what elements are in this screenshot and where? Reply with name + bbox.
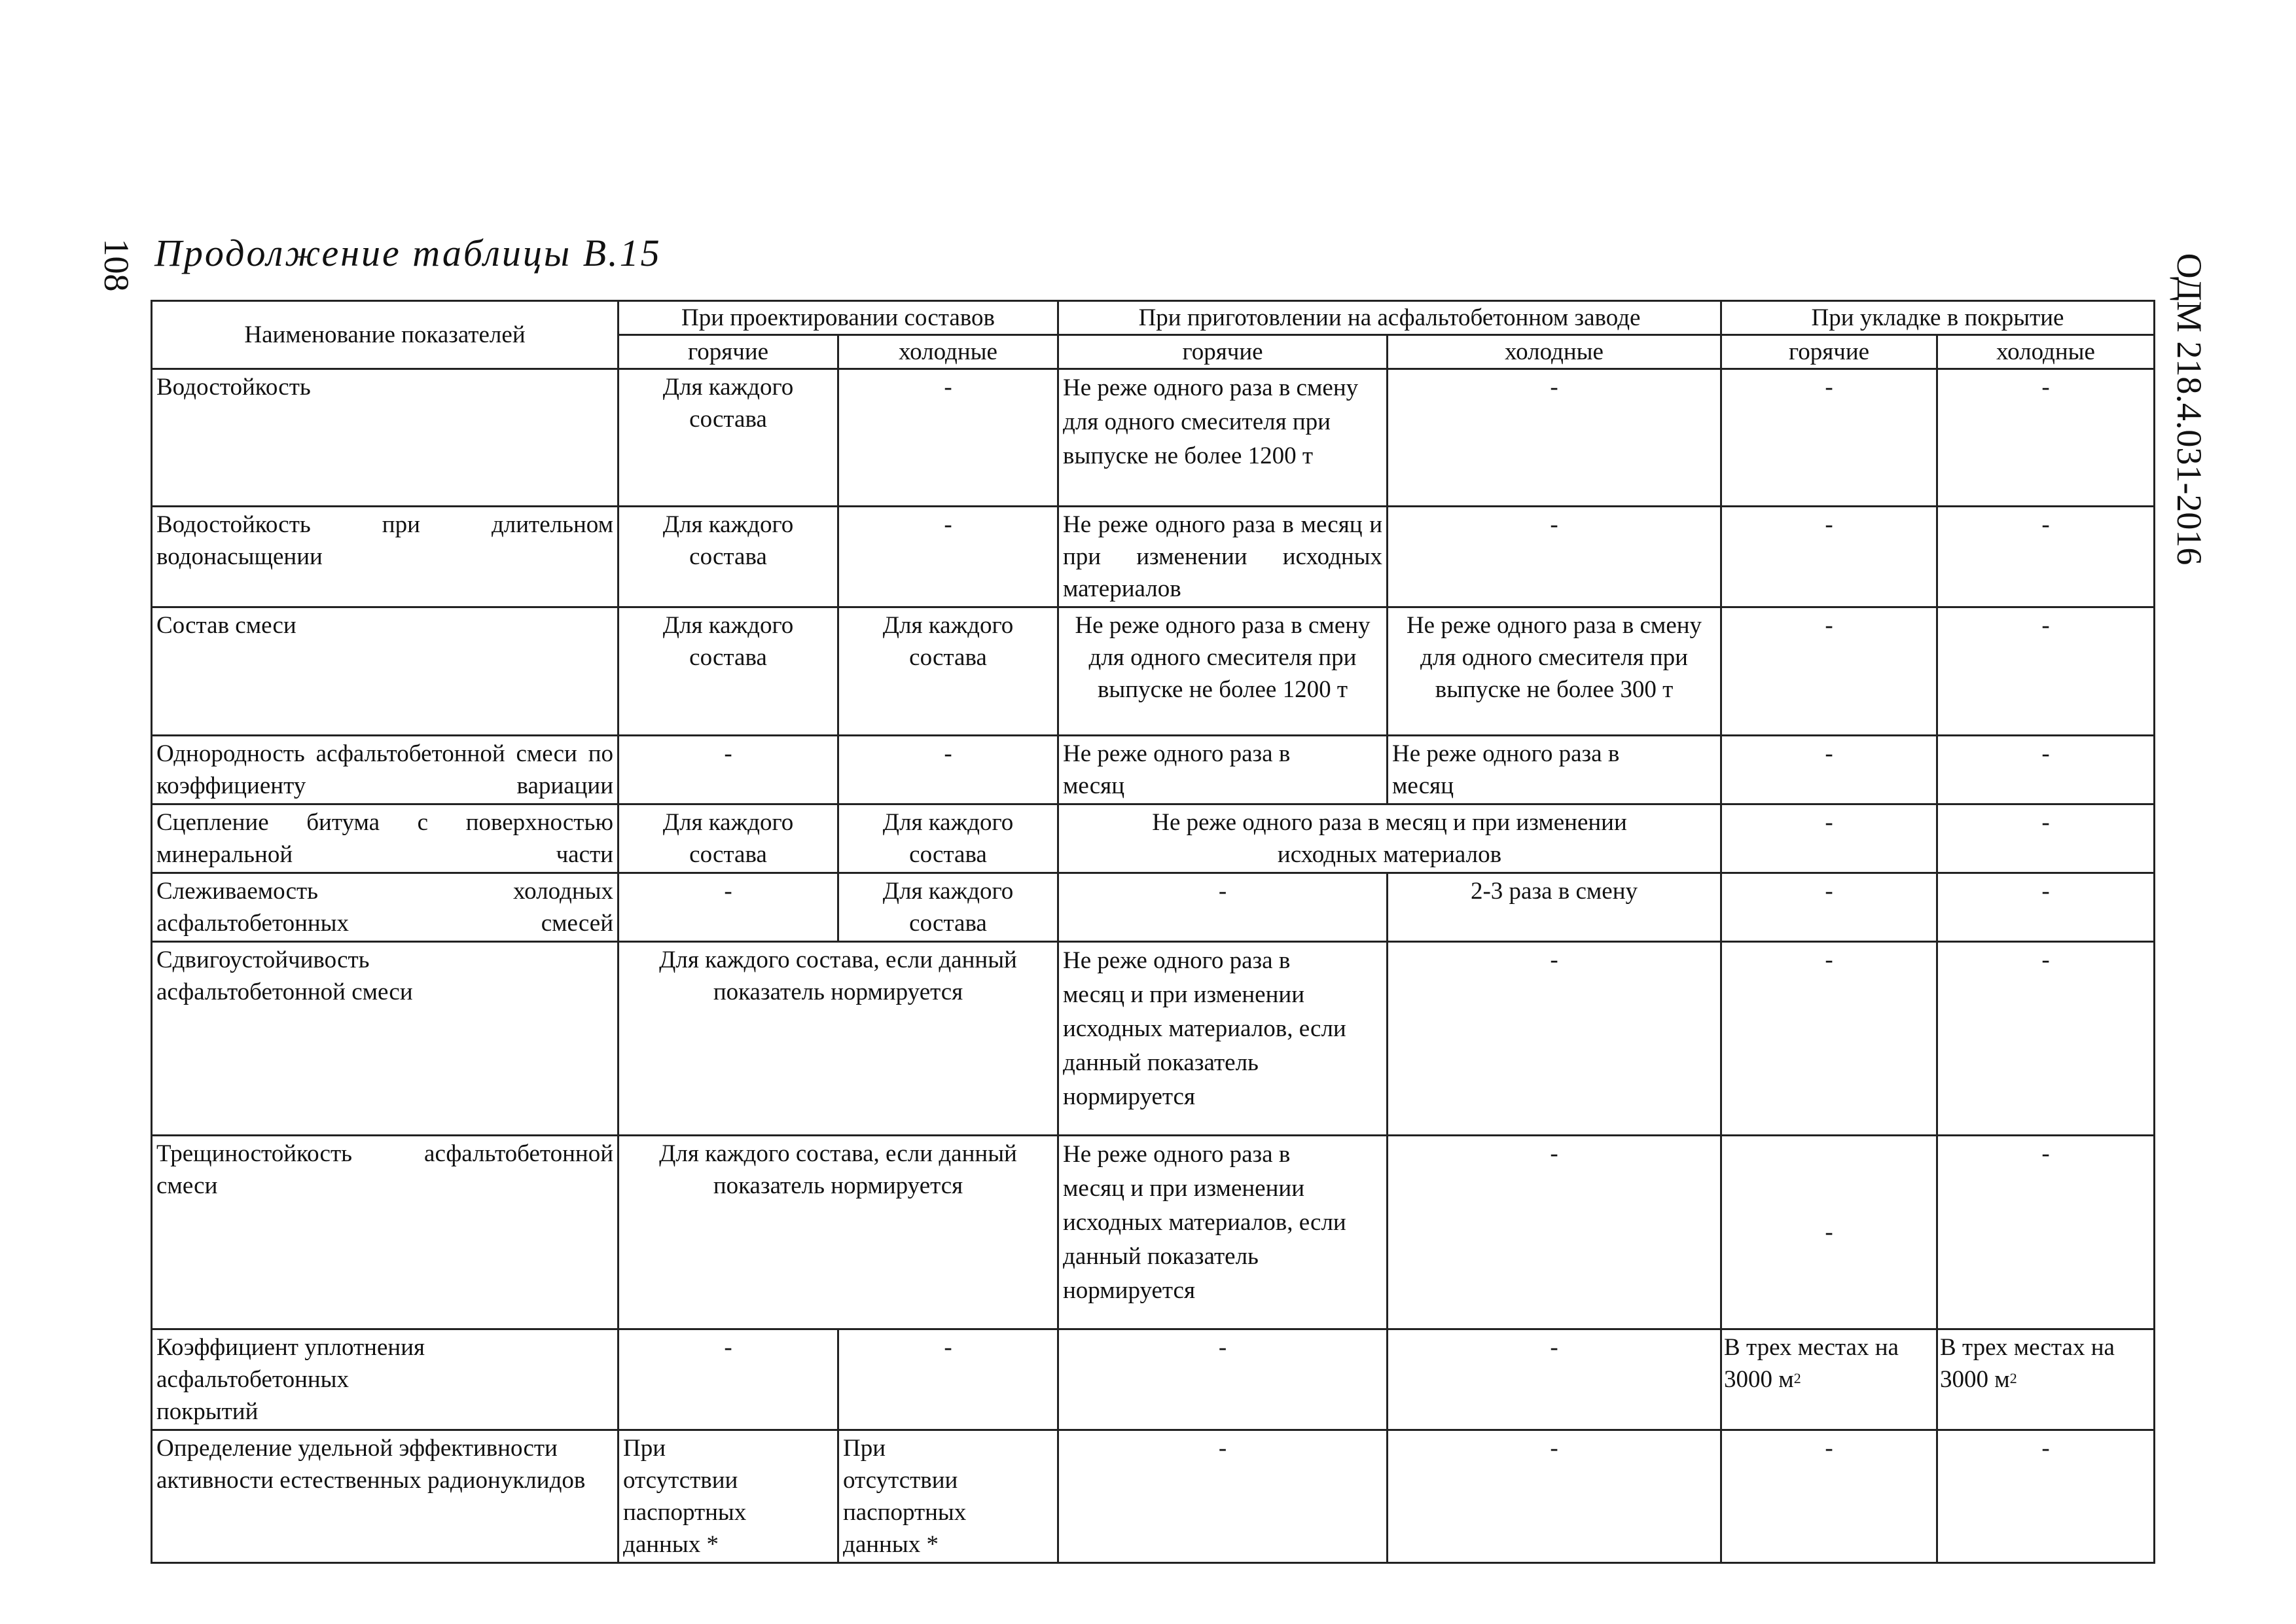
indicator-name: Состав смеси xyxy=(152,607,619,736)
laying-hot-cell: - xyxy=(1721,369,1937,507)
plant-cold-cell: Не реже одного раза в месяц xyxy=(1388,736,1721,804)
plant-hot-cell: Не реже одного раза в смену для одного смесителя при выпуске не более 1200 т xyxy=(1058,607,1388,736)
plant-hot-cell: Не реже одного раза в месяц и при изменении исходных материалов, если данный показатель нормируется xyxy=(1058,1136,1388,1329)
laying-hot-cell: - xyxy=(1721,736,1937,804)
square-meter-superscript: 2 xyxy=(2009,1370,2017,1386)
design-cold-cell: Для каждого состава xyxy=(838,804,1058,873)
plant-hot-cell: - xyxy=(1058,1329,1388,1430)
table-row xyxy=(152,736,2155,804)
design-cold-cell: - xyxy=(838,507,1058,607)
header-indicator-name: Наименование показателей xyxy=(152,301,619,369)
laying-hot-cell: - xyxy=(1721,1430,1937,1563)
laying-cold-cell: - xyxy=(1937,507,2155,607)
design-cold-cell: Для каждого состава xyxy=(838,873,1058,942)
table-row xyxy=(152,1329,2155,1430)
laying-hot-cell: - xyxy=(1721,607,1937,736)
laying-cold-cell: - xyxy=(1937,1136,2155,1329)
plant-hot-cell: - xyxy=(1058,873,1388,942)
header-laying-cold: холодные xyxy=(1937,335,2155,369)
table-row xyxy=(152,1430,2155,1563)
design-hot-cell: При отсутствии паспортных данных * xyxy=(619,1430,838,1563)
table-row xyxy=(152,942,2155,1136)
header-plant: При приготовлении на асфальтобетонном заводе xyxy=(1058,301,1721,335)
laying-cold-cell: - xyxy=(1937,804,2155,873)
table-row xyxy=(152,507,2155,607)
indicator-name: Сцепление битума с поверхностью минеральной части xyxy=(152,804,619,873)
header-design: При проектировании составов xyxy=(619,301,1058,335)
indicator-name: Слеживаемость холодных асфальтобетонных смесей xyxy=(152,873,619,942)
table-row xyxy=(152,607,2155,736)
table-row xyxy=(152,1136,2155,1329)
laying-cold-cell: - xyxy=(1937,942,2155,1136)
indicator-name: Однородность асфальтобетонной смеси по коэффициенту вариации xyxy=(152,736,619,804)
design-hot-cell: Для каждого состава xyxy=(619,804,838,873)
plant-merged-cell: Не реже одного раза в месяц и при изменении исходных материалов xyxy=(1058,804,1721,873)
indicator-name: Водостойкость при длительном водонасыщении xyxy=(152,507,619,607)
design-hot-cell: Для каждого состава xyxy=(619,607,838,736)
plant-hot-cell: - xyxy=(1058,1430,1388,1563)
design-hot-cell: Для каждого состава xyxy=(619,507,838,607)
square-meter-superscript: 2 xyxy=(1793,1370,1801,1386)
indicator-name: Трещиностойкость асфальтобетонной смеси xyxy=(152,1136,619,1329)
plant-hot-cell: Не реже одного раза в смену для одного смесителя при выпуске не более 1200 т xyxy=(1058,369,1388,507)
laying-hot-cell: - xyxy=(1721,873,1937,942)
design-merged-cell: Для каждого состава, если данный показатель нормируется xyxy=(619,942,1058,1136)
laying-hot-text: В трех местах на 3000 м xyxy=(1724,1334,1899,1393)
design-cold-cell: - xyxy=(838,1329,1058,1430)
design-cold-cell: - xyxy=(838,736,1058,804)
plant-hot-cell: Не реже одного раза в месяц и при изменении исходных материалов, если данный показатель нормируется xyxy=(1058,942,1388,1136)
design-cold-cell: Для каждого состава xyxy=(838,607,1058,736)
header-laying-hot: горячие xyxy=(1721,335,1937,369)
laying-hot-cell: - xyxy=(1721,507,1937,607)
design-cold-cell: - xyxy=(838,369,1058,507)
laying-cold-cell: - xyxy=(1937,369,2155,507)
header-laying: При укладке в покрытие xyxy=(1721,301,2155,335)
document-code: ОДМ 218.4.031-2016 xyxy=(2170,253,2209,566)
indicators-table xyxy=(151,300,2155,1564)
design-hot-cell: - xyxy=(619,1329,838,1430)
design-merged-cell: Для каждого состава, если данный показатель нормируется xyxy=(619,1136,1058,1329)
laying-cold-text: В трех местах на 3000 м xyxy=(1940,1334,2115,1393)
header-plant-hot: горячие xyxy=(1058,335,1388,369)
plant-cold-cell: 2-3 раза в смену xyxy=(1388,873,1721,942)
table-row xyxy=(152,873,2155,942)
table-row xyxy=(152,804,2155,873)
page-number: 108 xyxy=(97,238,136,292)
table-row xyxy=(152,369,2155,507)
plant-cold-cell: - xyxy=(1388,369,1721,507)
laying-cold-cell: - xyxy=(1937,607,2155,736)
laying-cold-cell: - xyxy=(1937,736,2155,804)
design-cold-cell: При отсутствии паспортных данных * xyxy=(838,1430,1058,1563)
plant-cold-cell: - xyxy=(1388,507,1721,607)
header-design-hot: горячие xyxy=(619,335,838,369)
plant-hot-cell: Не реже одного раза в месяц и при изменении исходных материалов xyxy=(1058,507,1388,607)
laying-cold-cell: - xyxy=(1937,873,2155,942)
plant-cold-cell: - xyxy=(1388,1136,1721,1329)
design-hot-cell: - xyxy=(619,736,838,804)
indicator-name: Коэффициент уплотнения асфальтобетонных покрытий xyxy=(152,1329,619,1430)
design-hot-cell: Для каждого состава xyxy=(619,369,838,507)
laying-hot-cell: - xyxy=(1721,804,1937,873)
laying-cold-cell: - xyxy=(1937,1430,2155,1563)
header-design-cold: холодные xyxy=(838,335,1058,369)
laying-cold-cell xyxy=(1937,1329,2155,1430)
laying-hot-cell xyxy=(1721,1329,1937,1430)
indicator-name: Водостойкость xyxy=(152,369,619,507)
table-caption: Продолжение таблицы В.15 xyxy=(154,232,662,274)
plant-cold-cell: - xyxy=(1388,942,1721,1136)
header-plant-cold: холодные xyxy=(1388,335,1721,369)
plant-cold-cell: - xyxy=(1388,1329,1721,1430)
design-hot-cell: - xyxy=(619,873,838,942)
laying-hot-cell: - xyxy=(1721,1136,1937,1329)
indicator-name: Сдвигоустойчивость асфальтобетонной смеси xyxy=(152,942,619,1136)
plant-hot-cell: Не реже одного раза в месяц xyxy=(1058,736,1388,804)
laying-hot-cell: - xyxy=(1721,942,1937,1136)
plant-cold-cell: Не реже одного раза в смену для одного смесителя при выпуске не более 300 т xyxy=(1388,607,1721,736)
plant-cold-cell: - xyxy=(1388,1430,1721,1563)
indicator-name: Определение удельной эффективности активности естественных радионуклидов xyxy=(152,1430,619,1563)
